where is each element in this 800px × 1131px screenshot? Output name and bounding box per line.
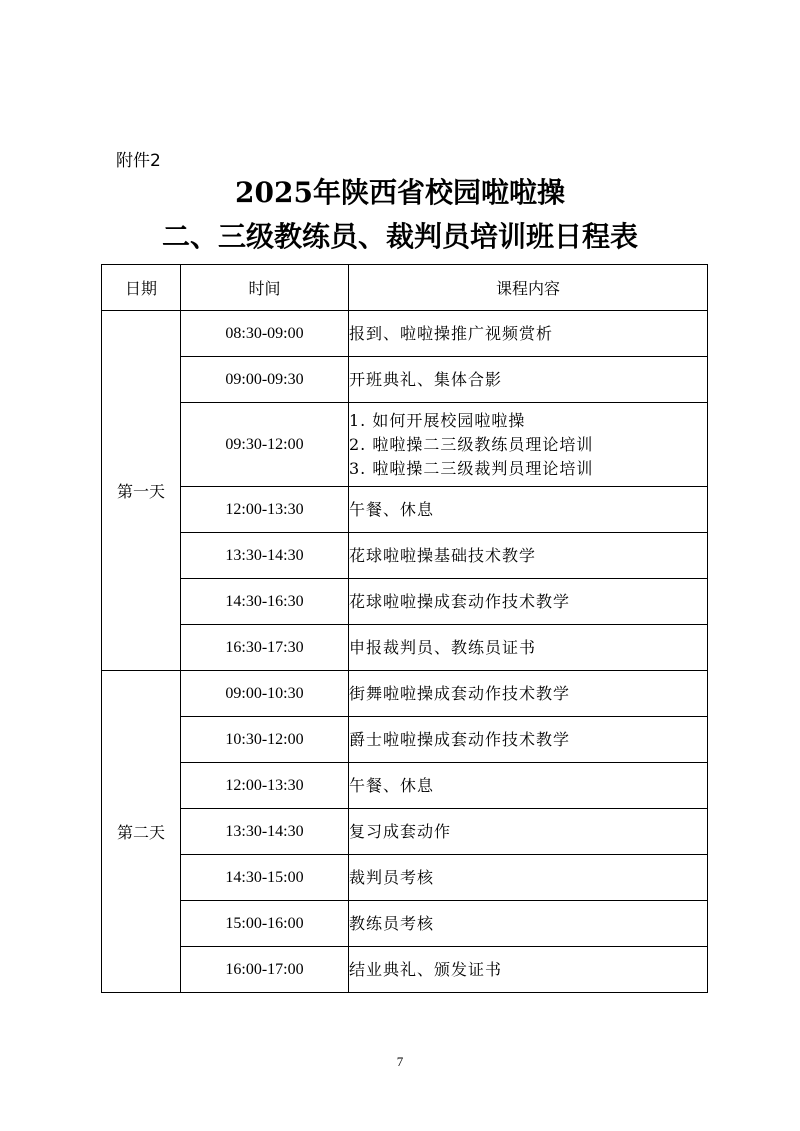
session-time: 16:00-17:00 <box>181 947 349 993</box>
session-content <box>349 625 708 671</box>
session-time: 16:30-17:30 <box>181 625 349 671</box>
table-row <box>102 855 708 901</box>
content-line: 午餐、休息 <box>349 499 435 519</box>
session-content <box>349 901 708 947</box>
session-time: 08:30-09:00 <box>181 311 349 357</box>
session-time: 10:30-12:00 <box>181 717 349 763</box>
session-content <box>349 579 708 625</box>
session-time: 12:00-13:30 <box>181 763 349 809</box>
session-content <box>349 357 708 403</box>
content-line: 2. 啦啦操二三级教练员理论培训 <box>349 434 594 454</box>
table-row <box>102 625 708 671</box>
day-label: 第二天 <box>102 671 181 993</box>
header-content: 课程内容 <box>349 265 708 311</box>
table-row <box>102 717 708 763</box>
content-line: 结业典礼、颁发证书 <box>349 959 503 979</box>
session-time: 14:30-15:00 <box>181 855 349 901</box>
session-content <box>349 311 708 357</box>
page-number: 7 <box>396 1054 404 1069</box>
session-content <box>349 487 708 533</box>
document-title: 2025年陕西省校园啦啦操 <box>235 176 565 209</box>
content-line: 复习成套动作 <box>349 821 452 841</box>
session-content <box>349 403 708 487</box>
schedule-table <box>101 264 708 993</box>
session-time: 09:30-12:00 <box>181 403 349 487</box>
content-line: 报到、啦啦操推广视频赏析 <box>349 323 554 343</box>
content-line: 花球啦啦操基础技术教学 <box>349 545 537 565</box>
content-line: 爵士啦啦操成套动作技术教学 <box>349 729 571 749</box>
session-time: 13:30-14:30 <box>181 809 349 855</box>
table-row <box>102 579 708 625</box>
table-row <box>102 947 708 993</box>
session-content <box>349 763 708 809</box>
session-content <box>349 809 708 855</box>
table-row <box>102 763 708 809</box>
content-line: 1. 如何开展校园啦啦操 <box>349 410 526 430</box>
session-time: 14:30-16:30 <box>181 579 349 625</box>
table-row <box>102 487 708 533</box>
document-subtitle: 二、三级教练员、裁判员培训班日程表 <box>161 220 638 253</box>
session-time: 13:30-14:30 <box>181 533 349 579</box>
session-content <box>349 533 708 579</box>
content-line: 教练员考核 <box>349 913 435 933</box>
content-line: 午餐、休息 <box>349 775 435 795</box>
session-time: 15:00-16:00 <box>181 901 349 947</box>
content-line: 开班典礼、集体合影 <box>349 369 503 389</box>
session-time: 09:00-09:30 <box>181 357 349 403</box>
content-line: 街舞啦啦操成套动作技术教学 <box>349 683 571 703</box>
content-line: 申报裁判员、教练员证书 <box>349 637 537 657</box>
content-line: 裁判员考核 <box>349 867 435 887</box>
table-row <box>102 403 708 487</box>
attachment-label: 附件2 <box>116 151 161 171</box>
table-row <box>102 809 708 855</box>
day-label: 第一天 <box>102 311 181 671</box>
table-row <box>102 533 708 579</box>
header-date: 日期 <box>102 265 181 311</box>
table-row <box>102 357 708 403</box>
session-content <box>349 947 708 993</box>
session-content <box>349 855 708 901</box>
content-line: 3. 啦啦操二三级裁判员理论培训 <box>349 458 594 478</box>
table-row <box>102 901 708 947</box>
session-time: 09:00-10:30 <box>181 671 349 717</box>
content-line: 花球啦啦操成套动作技术教学 <box>349 591 571 611</box>
table-header-row <box>102 265 708 311</box>
table-row <box>102 671 708 717</box>
session-content <box>349 717 708 763</box>
table-row <box>102 311 708 357</box>
header-time: 时间 <box>181 265 349 311</box>
session-content <box>349 671 708 717</box>
session-time: 12:00-13:30 <box>181 487 349 533</box>
